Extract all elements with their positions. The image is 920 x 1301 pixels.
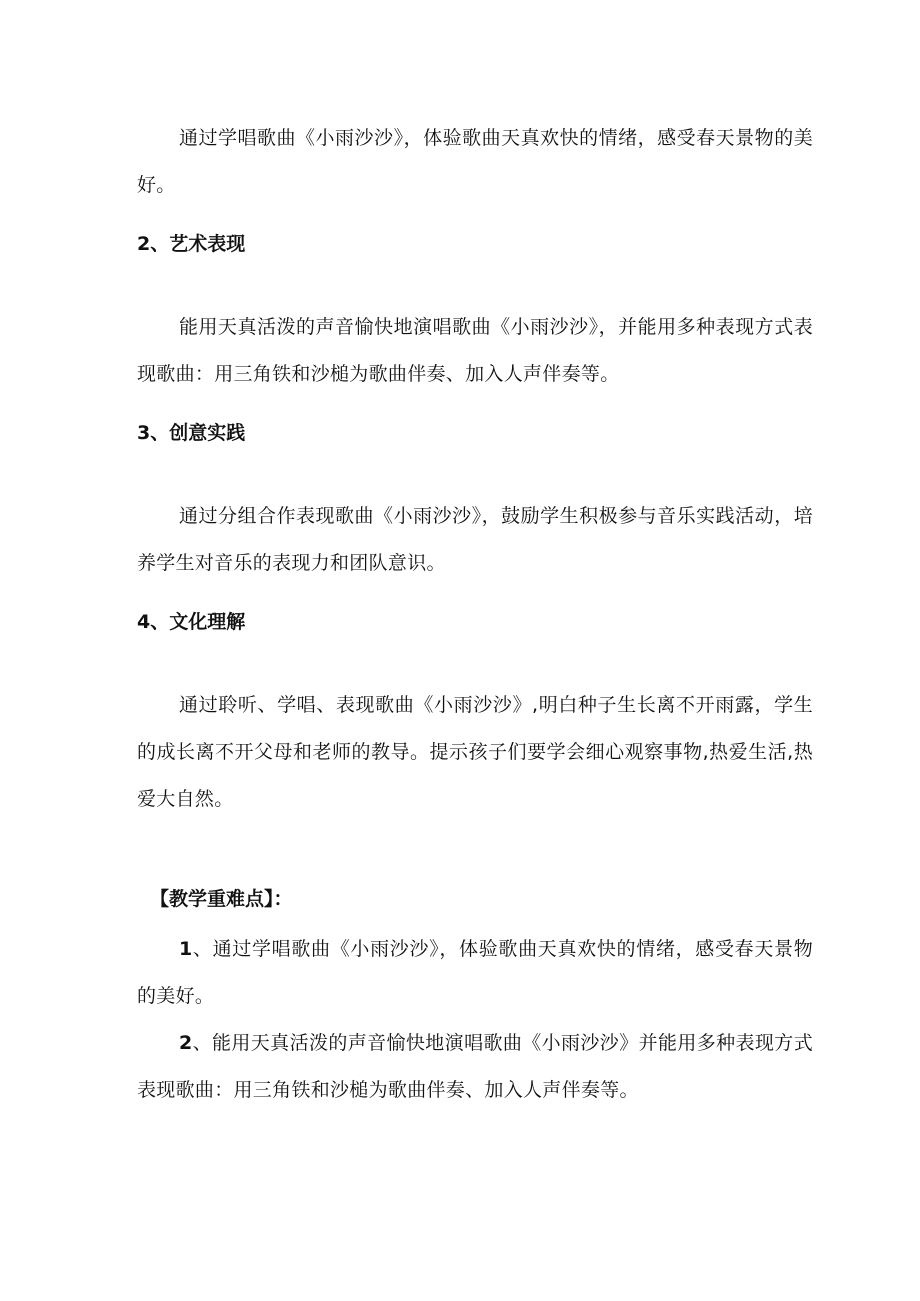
key-point-text: 、能用天真活泼的声音愉快地演唱歌曲《小雨沙沙》并能用多种表现方式表现歌曲：用三角铁和沙槌为歌曲伴奏、加入人声伴奏等。 xyxy=(137,1032,813,1101)
key-point-text: 、通过学唱歌曲《小雨沙沙》，体验歌曲天真欢快的情绪，感受春天景物的美好。 xyxy=(137,938,813,1007)
section-heading-creative-practice: 3、创意实践 xyxy=(137,422,246,444)
section-text-creative-practice: 通过分组合作表现歌曲《小雨沙沙》，鼓励学生积极参与音乐实践活动，培养学生对音乐的表现力和团队意识。 xyxy=(137,505,813,574)
key-points-heading: 【教学重难点】： xyxy=(150,888,293,910)
key-point-item-1 xyxy=(137,926,813,1020)
section-text-cultural-understanding: 通过聆听、学唱、表现歌曲《小雨沙沙》,明白种子生长离不开雨露，学生的成长离不开父母和老师的教导。提示孩子们要学会细心观察事物,热爱生活,热爱大自然。 xyxy=(137,694,813,810)
key-point-number: 2 xyxy=(179,1032,193,1054)
section-text-art-expression: 能用天真活泼的声音愉快地演唱歌曲《小雨沙沙》，并能用多种表现方式表现歌曲：用三角铁和沙槌为歌曲伴奏、加入人声伴奏等。 xyxy=(137,316,813,385)
section-heading-cultural-understanding: 4、文化理解 xyxy=(137,611,246,633)
key-point-number: 1 xyxy=(179,938,193,960)
section-heading-art-expression: 2、艺术表现 xyxy=(137,233,246,255)
key-point-item-2 xyxy=(137,1020,813,1114)
goal-intro-paragraph: 通过学唱歌曲《小雨沙沙》，体验歌曲天真欢快的情绪，感受春天景物的美好。 xyxy=(137,127,813,196)
